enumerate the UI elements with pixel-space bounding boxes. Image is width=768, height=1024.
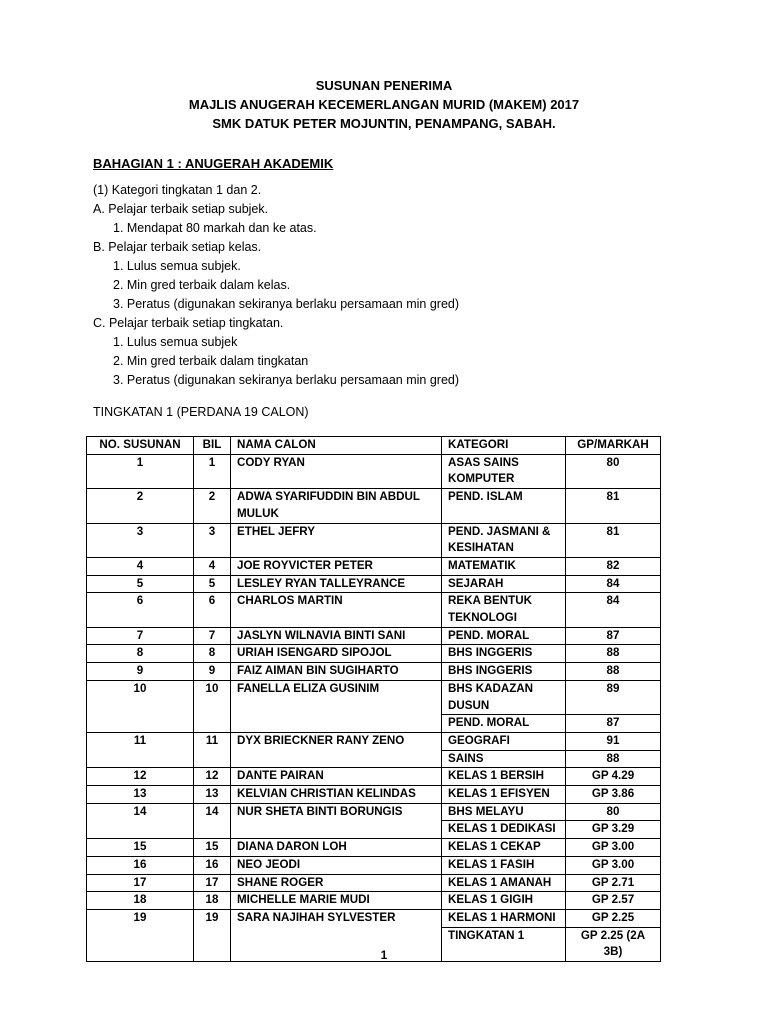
cell-no-susunan-empty <box>87 821 194 839</box>
criteria-b-2: 2. Min gred terbaik dalam kelas. <box>113 278 291 292</box>
table-row-extra <box>87 821 661 839</box>
criteria-b: B. Pelajar terbaik setiap kelas. <box>93 240 262 254</box>
cell-no-susunan: 16 <box>87 856 194 874</box>
cell-no-susunan: 9 <box>87 663 194 681</box>
cell-nama-calon: NUR SHETA BINTI BORUNGIS <box>231 803 442 821</box>
cell-gp-markah: 80 <box>566 454 661 488</box>
table-row-extra <box>87 750 661 768</box>
criteria-b-1: 1. Lulus semua subjek. <box>113 259 241 273</box>
cell-gp-markah: 84 <box>566 575 661 593</box>
cell-bil: 3 <box>194 523 231 557</box>
cell-nama-calon: FAIZ AIMAN BIN SUGIHARTO <box>231 663 442 681</box>
cell-gp-markah: 82 <box>566 557 661 575</box>
cell-nama-calon: MICHELLE MARIE MUDI <box>231 892 442 910</box>
recipients-table <box>86 436 661 962</box>
table-row <box>87 892 661 910</box>
cell-bil: 19 <box>194 909 231 927</box>
cell-bil: 11 <box>194 732 231 750</box>
cell-kategori: PEND. ISLAM <box>442 489 566 523</box>
table-row <box>87 803 661 821</box>
cell-gp-markah: GP 4.29 <box>566 768 661 786</box>
criteria-b-3: 3. Peratus (digunakan sekiranya berlaku persamaan min gred) <box>113 297 460 311</box>
cell-bil-empty <box>194 750 231 768</box>
cell-bil: 1 <box>194 454 231 488</box>
cell-gp-markah: 89 <box>566 680 661 714</box>
table-row <box>87 732 661 750</box>
cell-kategori: KELAS 1 HARMONI <box>442 909 566 927</box>
cell-no-susunan: 18 <box>87 892 194 910</box>
cell-nama-calon: JOE ROYVICTER PETER <box>231 557 442 575</box>
cell-nama-calon: FANELLA ELIZA GUSINIM <box>231 680 442 714</box>
cell-bil: 12 <box>194 768 231 786</box>
cell-kategori: GEOGRAFI <box>442 732 566 750</box>
cell-kategori: KELAS 1 GIGIH <box>442 892 566 910</box>
table-row <box>87 454 661 488</box>
page-number: 1 <box>380 948 388 962</box>
cell-bil: 10 <box>194 680 231 714</box>
cell-no-susunan: 6 <box>87 593 194 627</box>
cell-gp-markah: GP 3.00 <box>566 856 661 874</box>
cell-no-susunan: 19 <box>87 909 194 927</box>
cell-no-susunan: 13 <box>87 786 194 804</box>
cell-kategori: KELAS 1 AMANAH <box>442 874 566 892</box>
cell-no-susunan-empty <box>87 750 194 768</box>
cell-no-susunan: 3 <box>87 523 194 557</box>
cell-bil-empty <box>194 715 231 733</box>
criteria-a-1: 1. Mendapat 80 markah dan ke atas. <box>113 221 317 235</box>
cell-nama-calon-empty <box>231 821 442 839</box>
cell-kategori: PEND. JASMANI & KESIHATAN <box>442 523 566 557</box>
table-row <box>87 786 661 804</box>
criteria-c-3: 3. Peratus (digunakan sekiranya berlaku persamaan min gred) <box>113 373 460 387</box>
table-body <box>87 454 661 961</box>
cell-nama-calon: URIAH ISENGARD SIPOJOL <box>231 645 442 663</box>
cell-nama-calon: DYX BRIECKNER RANY ZENO <box>231 732 442 750</box>
cell-gp-markah: GP 3.29 <box>566 821 661 839</box>
cell-gp-markah: GP 3.86 <box>566 786 661 804</box>
table-header-row <box>87 437 661 455</box>
table-row <box>87 593 661 627</box>
cell-no-susunan: 4 <box>87 557 194 575</box>
criteria-intro: (1) Kategori tingkatan 1 dan 2. <box>93 183 262 197</box>
table-row <box>87 523 661 557</box>
table-row-extra <box>87 715 661 733</box>
cell-kategori: SAINS <box>442 750 566 768</box>
cell-kategori: BHS MELAYU <box>442 803 566 821</box>
cell-kategori: BHS INGGERIS <box>442 645 566 663</box>
cell-kategori: KELAS 1 FASIH <box>442 856 566 874</box>
col-header-nama-calon: NAMA CALON <box>231 437 442 455</box>
cell-bil: 7 <box>194 627 231 645</box>
cell-kategori: KELAS 1 DEDIKASI <box>442 821 566 839</box>
cell-bil: 5 <box>194 575 231 593</box>
cell-bil: 2 <box>194 489 231 523</box>
cell-bil-empty <box>194 821 231 839</box>
cell-gp-markah: 87 <box>566 627 661 645</box>
cell-bil: 18 <box>194 892 231 910</box>
cell-gp-markah: GP 2.25 <box>566 909 661 927</box>
cell-kategori: BHS INGGERIS <box>442 663 566 681</box>
criteria-a: A. Pelajar terbaik setiap subjek. <box>93 202 269 216</box>
table-row <box>87 874 661 892</box>
cell-kategori: MATEMATIK <box>442 557 566 575</box>
cell-nama-calon: DANTE PAIRAN <box>231 768 442 786</box>
cell-no-susunan: 8 <box>87 645 194 663</box>
cell-no-susunan: 11 <box>87 732 194 750</box>
cell-gp-markah: 88 <box>566 645 661 663</box>
cell-gp-markah: GP 2.57 <box>566 892 661 910</box>
cell-bil: 17 <box>194 874 231 892</box>
cell-gp-markah: 88 <box>566 750 661 768</box>
cell-bil: 6 <box>194 593 231 627</box>
table-row <box>87 909 661 927</box>
col-header-gp-markah: GP/MARKAH <box>566 437 661 455</box>
criteria-c-2: 2. Min gred terbaik dalam tingkatan <box>113 354 309 368</box>
cell-nama-calon: ETHEL JEFRY <box>231 523 442 557</box>
table-row <box>87 627 661 645</box>
criteria-c-1: 1. Lulus semua subjek <box>113 335 238 349</box>
cell-kategori: TINGKATAN 1 <box>442 927 566 961</box>
table-row <box>87 489 661 523</box>
cell-gp-markah: 88 <box>566 663 661 681</box>
cell-no-susunan: 5 <box>87 575 194 593</box>
cell-kategori: ASAS SAINS KOMPUTER <box>442 454 566 488</box>
cell-gp-markah: 81 <box>566 523 661 557</box>
cell-nama-calon-empty <box>231 750 442 768</box>
cell-no-susunan: 7 <box>87 627 194 645</box>
cell-no-susunan: 14 <box>87 803 194 821</box>
cell-nama-calon: LESLEY RYAN TALLEYRANCE <box>231 575 442 593</box>
cell-gp-markah: GP 2.25 (2A 3B) <box>566 927 661 961</box>
cell-gp-markah: 80 <box>566 803 661 821</box>
document-header <box>0 76 768 133</box>
table-row <box>87 663 661 681</box>
cell-gp-markah: GP 3.00 <box>566 839 661 857</box>
cell-bil: 15 <box>194 839 231 857</box>
cell-kategori: KELAS 1 BERSIH <box>442 768 566 786</box>
cell-nama-calon: JASLYN WILNAVIA BINTI SANI <box>231 627 442 645</box>
cell-nama-calon: NEO JEODI <box>231 856 442 874</box>
cell-nama-calon: CODY RYAN <box>231 454 442 488</box>
cell-nama-calon-empty <box>231 715 442 733</box>
cell-nama-calon: DIANA DARON LOH <box>231 839 442 857</box>
cell-no-susunan: 17 <box>87 874 194 892</box>
cell-gp-markah: 84 <box>566 593 661 627</box>
cell-bil: 14 <box>194 803 231 821</box>
cell-kategori: REKA BENTUK TEKNOLOGI <box>442 593 566 627</box>
cell-gp-markah: 87 <box>566 715 661 733</box>
criteria-list <box>93 181 459 390</box>
cell-kategori: BHS KADAZAN DUSUN <box>442 680 566 714</box>
cell-no-susunan-empty <box>87 715 194 733</box>
cell-kategori: KELAS 1 CEKAP <box>442 839 566 857</box>
cell-bil: 16 <box>194 856 231 874</box>
col-header-bil: BIL <box>194 437 231 455</box>
cell-nama-calon: ADWA SYARIFUDDIN BIN ABDUL MULUK <box>231 489 442 523</box>
cell-nama-calon: KELVIAN CHRISTIAN KELINDAS <box>231 786 442 804</box>
cell-bil: 9 <box>194 663 231 681</box>
table-row <box>87 856 661 874</box>
cell-kategori: SEJARAH <box>442 575 566 593</box>
cell-kategori: PEND. MORAL <box>442 715 566 733</box>
col-header-no-susunan: NO. SUSUNAN <box>87 437 194 455</box>
cell-no-susunan: 1 <box>87 454 194 488</box>
subsection-title: TINGKATAN 1 (PERDANA 19 CALON) <box>93 405 309 419</box>
cell-nama-calon: CHARLOS MARTIN <box>231 593 442 627</box>
cell-gp-markah: 81 <box>566 489 661 523</box>
table-row <box>87 645 661 663</box>
cell-nama-calon: SHANE ROGER <box>231 874 442 892</box>
cell-kategori: PEND. MORAL <box>442 627 566 645</box>
table-row <box>87 575 661 593</box>
cell-bil: 13 <box>194 786 231 804</box>
cell-kategori: KELAS 1 EFISYEN <box>442 786 566 804</box>
cell-no-susunan: 12 <box>87 768 194 786</box>
cell-no-susunan: 2 <box>87 489 194 523</box>
table-row <box>87 839 661 857</box>
cell-gp-markah: 91 <box>566 732 661 750</box>
header-line-1: SUSUNAN PENERIMA <box>315 78 453 93</box>
cell-gp-markah: GP 2.71 <box>566 874 661 892</box>
cell-no-susunan: 15 <box>87 839 194 857</box>
cell-nama-calon: SARA NAJIHAH SYLVESTER <box>231 909 442 927</box>
header-line-3: SMK DATUK PETER MOJUNTIN, PENAMPANG, SABAH. <box>212 116 556 131</box>
table-row <box>87 768 661 786</box>
table-row <box>87 557 661 575</box>
cell-no-susunan: 10 <box>87 680 194 714</box>
section-title: BAHAGIAN 1 : ANUGERAH AKADEMIK <box>93 156 334 171</box>
table-row <box>87 680 661 714</box>
header-line-2: MAJLIS ANUGERAH KECEMERLANGAN MURID (MAKEM) 2017 <box>188 97 580 112</box>
cell-bil: 4 <box>194 557 231 575</box>
cell-bil: 8 <box>194 645 231 663</box>
criteria-c: C. Pelajar terbaik setiap tingkatan. <box>93 316 284 330</box>
col-header-kategori: KATEGORI <box>442 437 566 455</box>
